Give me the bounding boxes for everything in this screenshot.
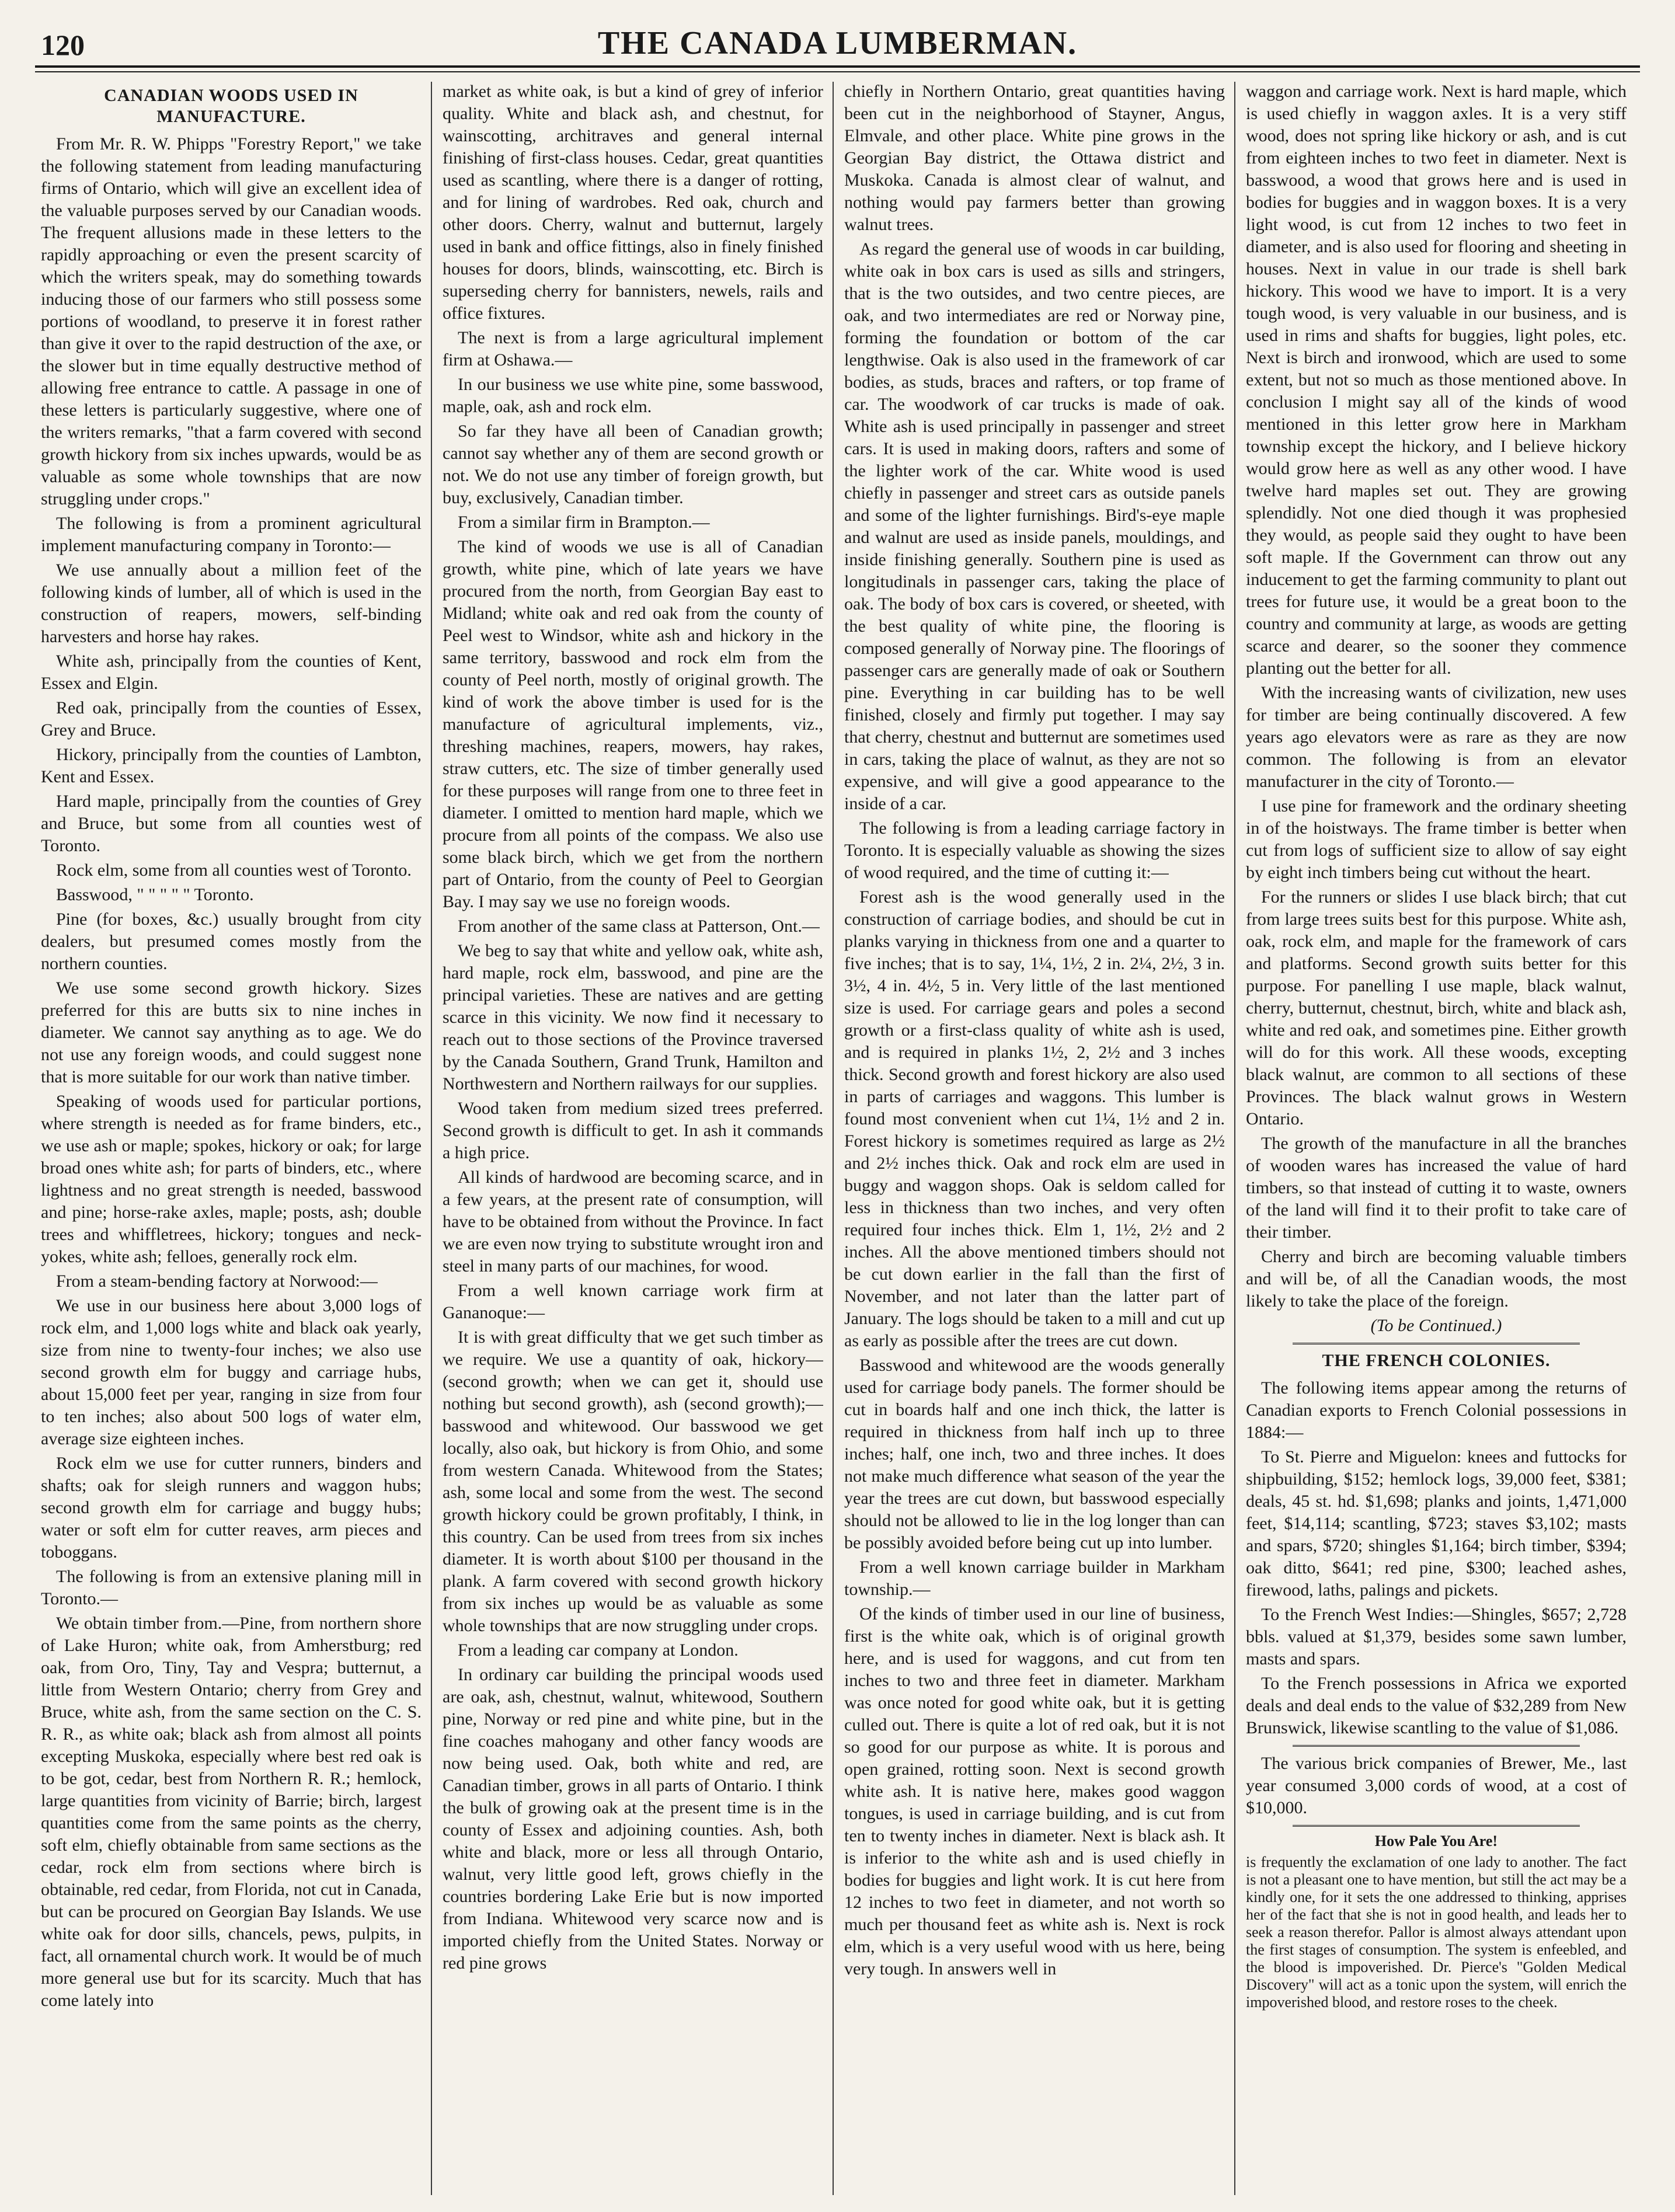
paragraph: We obtain timber from.—Pine, from northern shore of Lake Huron; white oak, from Amherstburg; red oak, from Oro, Tiny, Tay and Vespra; butternut, a little from Western Ontario; cherry from Grey and Bruce, white ash, from the same section on the C. S. R. R., as white oak; black ash from almost all points excepting Muskoka, especially where best red oak is to be got, cedar, best from Northern R. R.; hemlock, large quantities from vicinity of Barrie; birch, largest quantities come from the same points as the cherry, soft elm, chiefly obtainable from same sections as the cedar, rock elm from sections where birch is obtainable, red cedar, from Florida, not cut in Canada, but can be procured on Georgian Bay Islands. We use white oak for door sills, chancels, pews, pulpits, in fact, all ornamental church work. It would be of much more general use but for its scarcity. Much that has come lately into bbox=[41, 1614, 422, 2010]
paragraph: Basswood, " " " " " Toronto. bbox=[56, 885, 254, 904]
paragraph: From a leading car company at London. bbox=[458, 1640, 739, 1660]
column-3 bbox=[844, 81, 1225, 2194]
paragraph: I use pine for framework and the ordinary sheeting in of the hoistways. The frame timber is better when cut from logs of sufficient size to allow of say eight by eight inch timbers being cut without the heart. bbox=[1246, 796, 1627, 882]
paragraph: We use in our business here about 3,000 logs of rock elm, and 1,000 logs white and black oak yearly, size from nine to twenty-four inches; we also use second growth elm for buggy and carriage hubs, about 15,000 feet per year, ranging in size from four to ten inches; also about 500 logs of water elm, average size eighteen inches. bbox=[41, 1296, 422, 1448]
paragraph: We use annually about a million feet of the following kinds of lumber, all of which is used in the construction of reapers, mowers, self-binding harvesters and horse hay rakes. bbox=[41, 560, 422, 646]
paragraph: The following is from an extensive planing mill in Toronto.— bbox=[41, 1567, 422, 1608]
paragraph: In ordinary car building the principal woods used are oak, ash, chestnut, walnut, whitewood, Southern pine, Norway or red pine and white pine, but in the fine coaches mahogany and other fancy woods are now being used. Oak, both white and red, are Canadian timber, grows in all parts of Ontario. I think the bulk of growing oak at the present time is in the county of Essex and adjoining counties. Ash, both white and black, more or less all through Ontario, walnut, very little good left, grows chiefly in the countries bordering Lake Erie but is now imported from Indiana. Whitewood very scarce now and is imported chiefly from the United States. Norway or red pine grows bbox=[443, 1665, 823, 1973]
paragraph: As regard the general use of woods in car building, white oak in box cars is used as sills and stringers, that is the two outsides, and two centre pieces, are oak, and two intermediates are red or Norway pine, forming the foundation or bottom of the car lengthwise. Oak is also used in the framework of car bodies, as studs, braces and rafters, or top frame of car. The woodwork of car trucks is made of oak. White ash is used principally in passenger and street cars. It is used in making doors, rafters and some of the lighter work of the car. White wood is used chiefly in passenger and street cars as outside panels and some of the lighter furnishings. Bird's-eye maple and walnut are used as inside panels, mouldings, and inside finishing generally. Southern pine is used as longitudinals in passenger cars, taking the place of oak. The body of box cars is covered, or sheeted, with the best quality of white pine, the flooring is composed generally of Norway pine. The floorings of passenger cars are generally made of oak or Southern pine. Everything in car building has to be well finished, closely and firmly put together. I may say that cherry, chestnut and butternut are sometimes used in cars, taking the place of walnut, as they are not so expensive, and will give a good appearance to the inside of a car. bbox=[844, 239, 1225, 813]
paragraph: In our business we use white pine, some basswood, maple, oak, ash and rock elm. bbox=[443, 375, 823, 416]
article-headline: CANADIAN WOODS USED IN MANUFACTURE. bbox=[104, 86, 358, 126]
paragraph: Red oak, principally from the counties of Essex, Grey and Bruce. bbox=[41, 698, 422, 740]
paragraph: From Mr. R. W. Phipps "Forestry Report," we take the following statement from leading manufacturing firms of Ontario, which will give an excellent idea of the valuable purposes served by our Canadian woods. The frequent allusions made in these letters to the rapidly approaching or even the present scarcity of which the writers speak, may do something towards inducing those of our farmers who still possess some portions of woodland, to preserve it in forest rather than give it over to the rapid destruction of the axe, or the slower but in time equally destructive method of allowing free entrance to cattle. A passage in one of these letters is particularly suggestive, where one of the writers remarks, "that a farm covered with second growth hickory from six inches upwards, would be as valuable as some whole townships that are now struggling under crops." bbox=[41, 134, 422, 508]
paragraph: It is with great difficulty that we get such timber as we require. We use a quantity of oak, hickory—(second growth; when we can get it, should use nothing but second growth), ash (second growth);—basswood and whitewood. Our basswood we get locally, also oak, but hickory is from Ohio, and some from western Canada. Whitewood from the States; ash, some local and some from the west. The second growth hickory could be grown profitably, I think, in this country. Can be used from trees from six inches diameter. It is worth about $100 per thousand in the plank. A farm covered with second growth hickory from six inches up would be as valuable as some whole townships that are now struggling under crops. bbox=[443, 1328, 823, 1635]
column-1 bbox=[41, 81, 422, 2194]
separator-rule bbox=[1293, 1343, 1580, 1344]
paragraph: Rock elm, some from all counties west of Toronto. bbox=[56, 861, 412, 880]
paragraph: chiefly in Northern Ontario, great quantities having been cut in the neighborhood of Stayner, Angus, Elmvale, and other place. White pine grows in the Georgian Bay district, the Ottawa district and Muskoka. Canada is almost clear of walnut, and nothing would pay farmers better than growing walnut trees. bbox=[844, 82, 1225, 234]
paragraph: For the runners or slides I use black birch; that cut from large trees suits best for this purpose. White ash, oak, rock elm, and maple for the framework of cars and platforms. Second growth suits better for this purpose. For panelling I use maple, black walnut, cherry, butternut, chestnut, birch, white and black ash, white and red oak, and sometimes pine. Either growth will do for this work. All these woods, excepting black walnut, are common to all sections of these Provinces. The black walnut grows in Western Ontario. bbox=[1246, 887, 1627, 1128]
paragraph: Hard maple, principally from the counties of Grey and Bruce, but some from all counties west of Toronto. bbox=[41, 792, 422, 855]
paragraph: Of the kinds of timber used in our line of business, first is the white oak, which is of original growth here, and is used for waggons, and cut from ten inches to two and three feet in diameter. Markham was once noted for good white oak, but it is getting culled out. There is quite a lot of red oak, but it is not so good for our purpose as white. It is porous and open grained, rotting soon. Next is second growth white ash. It is native here, makes good waggon tongues, is used in carriage building, and is cut from ten to twenty inches in diameter. Next is black ash. It is inferior to the white ash and is used chiefly in bodies for buggies and light work. It is cut here from 12 inches to two feet in diameter, and not worth so much per thousand feet as white ash is. Next is rock elm, which is a very useful wood with us here, being very tough. In answers well in bbox=[844, 1604, 1225, 1978]
advertisement-text: is frequently the exclamation of one lady to another. The fact is not a pleasant one to have mention, but still the act may be a kindly one, for it sets the one addressed to thinking, apprises her of the fact that she is not in good health, and leads her to seek a reason therefor. Pallor is almost always attendant upon the first stages of consumption. The system is enfeebled, and the blood is impoverished. Dr. Pierce's "Golden Medical Discovery" will act as a tonic upon the system, will enrich the impoverished blood, and restore roses to the cheek. bbox=[1246, 1854, 1627, 2011]
paragraph: Basswood and whitewood are the woods generally used for carriage body panels. The former should be cut in boards half and one inch thick, the latter is required in thickness from half inch up to three inches; half, one inch, two and three inches. It does not make much difference what season of the year the year the trees are cut down, but basswood especially should not be allowed to lie in the log longer than can be possibly avoided before being cut up into lumber. bbox=[844, 1356, 1225, 1552]
paragraph: Speaking of woods used for particular portions, where strength is needed as for frame binders, etc., we use ash or maple; spokes, hickory or oak; for large broad ones white ash; for parts of binders, etc., where lightness and no great strength is needed, basswood and pine; horse-rake axles, maple; posts, ash; double trees and whiffletrees, hickory; tongues and neck-yokes, white ash; felloes, generally rock elm. bbox=[41, 1092, 422, 1266]
paragraph: We beg to say that white and yellow oak, white ash, hard maple, rock elm, basswood, and pine are the principal varieties. These are natives and are getting scarce in this vicinity. We now find it necessary to reach out to those sections of the Province traversed by the Canada Southern, Grand Trunk, Hamilton and Northwestern and Northern railways for our supplies. bbox=[443, 941, 823, 1093]
paragraph: From a well known carriage builder in Markham township.— bbox=[844, 1558, 1225, 1599]
paragraph: From a well known carriage work firm at Gananoque:— bbox=[443, 1281, 823, 1322]
paragraph: The growth of the manufacture in all the branches of wooden wares has increased the value of hard timbers, so that instead of cutting it to waste, owners of the land will find it to their profit to take care of their timber. bbox=[1246, 1134, 1627, 1242]
paragraph: Wood taken from medium sized trees preferred. Second growth is difficult to get. In ash it commands a high price. bbox=[443, 1099, 823, 1162]
advertisement-headline: How Pale You Are! bbox=[1374, 1833, 1498, 1849]
header-rule bbox=[35, 65, 1640, 68]
paragraph: From a steam-bending factory at Norwood:— bbox=[56, 1272, 378, 1291]
paragraph: All kinds of hardwood are becoming scarce, and in a few years, at the present rate of consumption, will have to be obtained from without the Province. In fact we are even now trying to substitute wrought iron and steel in many parts of our machines, for wood. bbox=[443, 1168, 823, 1276]
separator-rule bbox=[1293, 1745, 1580, 1747]
column-rule bbox=[833, 82, 834, 2195]
page-number: 120 bbox=[41, 29, 85, 61]
paragraph: White ash, principally from the counties of Kent, Essex and Elgin. bbox=[41, 652, 422, 693]
paragraph: The next is from a large agricultural implement firm at Oshawa.— bbox=[443, 328, 823, 370]
paragraph: The various brick companies of Brewer, Me., last year consumed 3,000 cords of wood, at a cost of $10,000. bbox=[1246, 1754, 1627, 1817]
to-be-continued: (To be Continued.) bbox=[1370, 1316, 1502, 1335]
paragraph: Hickory, principally from the counties of Lambton, Kent and Essex. bbox=[41, 745, 422, 786]
paragraph: market as white oak, is but a kind of grey of inferior quality. White and black ash, and chestnut, for wainscotting, architraves and general internal finishing of first-class houses. Cedar, great quantities used as scantling, where there is a danger of rotting, and for lining of wardrobes. Red oak, church and other doors. Cherry, walnut and butternut, largely used in bank and office fittings, also in finely finished houses for doors, blinds, wainscotting, etc. Birch is superseding cherry for bannisters, newels, rails and office fixtures. bbox=[443, 82, 823, 323]
paragraph: With the increasing wants of civilization, new uses for timber are being continually discovered. A few years ago elevators were as rare as they are now common. The following is from an elevator manufacturer in the city of Toronto.— bbox=[1246, 683, 1627, 791]
column-rule bbox=[431, 82, 432, 2195]
paragraph: From another of the same class at Patterson, Ont.— bbox=[458, 917, 820, 936]
paragraph: Cherry and birch are becoming valuable timbers and will be, of all the Canadian woods, the most likely to take the place of the foreign. bbox=[1246, 1247, 1627, 1311]
paragraph: We use some second growth hickory. Sizes preferred for this are butts six to nine inches in diameter. We cannot say anything as to age. We do not use any foreign woods, and could suggest none that is more suitable for our work than native timber. bbox=[41, 978, 422, 1086]
paragraph: Rock elm we use for cutter runners, binders and shafts; oak for sleigh runners and waggon hubs; second growth elm for carriage and buggy hubs; water or soft elm for cutter reaves, arm pieces and toboggans. bbox=[41, 1454, 422, 1562]
paragraph: To St. Pierre and Miguelon: knees and futtocks for shipbuilding, $152; hemlock logs, 39,000 feet, $381; deals, 45 st. hd. $1,698; planks and joints, 1,471,000 feet, $14,114; scantling, $723; staves $3,102; masts and spars, $720; shingles $1,164; birch timber, $394; oak ditto, $641; red pine, $300; leached ashes, firewood, laths, palings and pickets. bbox=[1246, 1447, 1627, 1600]
column-2 bbox=[443, 81, 823, 2194]
paragraph: The following items appear among the returns of Canadian exports to French Colonial possessions in 1884:— bbox=[1246, 1378, 1627, 1442]
article-headline: THE FRENCH COLONIES. bbox=[1322, 1351, 1551, 1370]
column-4 bbox=[1246, 81, 1627, 2194]
paragraph: Pine (for boxes, &c.) usually brought from city dealers, but presumed comes mostly from the northern counties. bbox=[41, 910, 422, 973]
column-rule bbox=[1234, 82, 1235, 2195]
masthead-title: THE CANADA LUMBERMAN. bbox=[597, 25, 1078, 61]
separator-rule bbox=[1293, 1825, 1580, 1827]
paragraph: The following is from a leading carriage factory in Toronto. It is especially valuable as showing the sizes of wood required, and the time of cutting it:— bbox=[844, 818, 1225, 882]
paragraph: waggon and carriage work. Next is hard maple, which is used chiefly in waggon axles. It is a very stiff wood, does not spring like hickory or ash, and is cut from eighteen inches to two feet in diameter. Next is basswood, a wood that grows here and is used in bodies for buggies and in waggon boxes. It is a very light wood, is cut from 12 inches to two feet in diameter, and is also used for flooring and sheeting in houses. Next in value in our trade is shell bark hickory. This wood we have to import. It is a very tough wood, is very valuable in our business, and is used in rims and shafts for buggies, light poles, etc. Next is birch and ironwood, which are used to some extent, but not so much as those mentioned above. In conclusion I might say all of the kinds of wood mentioned in this letter grow here in Markham township except the hickory, and I believe hickory would grow here as well as any other wood. I have twelve hard maples set out. They are growing splendidly. Not one died though it was prophesied they would, as people said they ought to have been soft maple. If the Government can throw out any inducement to get the farming community to plant out trees for future use, it would be a great boon to the country and community at large, as woods are getting scarce and dearer, so the sooner they commence planting out the better for all. bbox=[1246, 82, 1627, 678]
paragraph: The kind of woods we use is all of Canadian growth, white pine, which of late years we have procured from the north, from Georgian Bay east to Midland; white oak and red oak from the county of Peel west to Windsor, white ash and hickory in the same territory, basswood and rock elm from the county of Peel north, mostly of original growth. The kind of work the above timber is used for is the manufacture of agricultural implements, viz., threshing machines, reapers, mowers, hay rakes, straw cutters, etc. The size of timber generally used for these purposes will range from one to three feet in diameter. I omitted to mention hard maple, which we procure from all points of the compass. We also use some black birch, which we get from the northern part of Ontario, from the county of Peel to Georgian Bay. I may say we use no foreign woods. bbox=[443, 537, 823, 911]
paragraph: To the French possessions in Africa we exported deals and deal ends to the value of $32,289 from New Brunswick, likewise scantling to the value of $1,086. bbox=[1246, 1674, 1627, 1737]
paragraph: So far they have all been of Canadian growth; cannot say whether any of them are second growth or not. We do not use any timber of foreign growth, but buy, exclusively, Canadian timber. bbox=[443, 422, 823, 507]
paragraph: From a similar firm in Brampton.— bbox=[458, 513, 710, 532]
header-rule-thin bbox=[35, 71, 1640, 72]
paragraph: The following is from a prominent agricultural implement manufacturing company in Toronto:— bbox=[41, 514, 422, 555]
paragraph: To the French West Indies:—Shingles, $657; 2,728 bbls. valued at $1,379, besides some sawn lumber, masts and spars. bbox=[1246, 1605, 1627, 1668]
paragraph: Forest ash is the wood generally used in the construction of carriage bodies, and should be cut in planks varying in thickness from one and a quarter to five inches; that is to say, 1¼, 1½, 2 in. 2¼, 2½, 3 in. 3½, 4 in. 4½, 5 in. Very little of the last mentioned size is used. For carriage gears and poles a second growth or a first-class quality of white ash is used, and is required in planks 1½, 2, 2½ and 3 inches thick. Second growth and forest hickory are also used in parts of carriages and waggons. This lumber is found most convenient when cut 1¼, 1½ and 2 in. Forest hickory is sometimes required as large as 2½ and 2½ inches thick. Oak and rock elm are used in buggy and waggon shops. Oak is seldom called for less in thickness than two inches, and very often required four inches thick. Elm 1, 1½, 2½ and 2 inches. All the above mentioned timbers should not be cut down earlier in the fall than the first of November, and not later than the latter part of January. The logs should be taken to a mill and cut up as early as possible after the trees are cut down. bbox=[844, 887, 1225, 1350]
